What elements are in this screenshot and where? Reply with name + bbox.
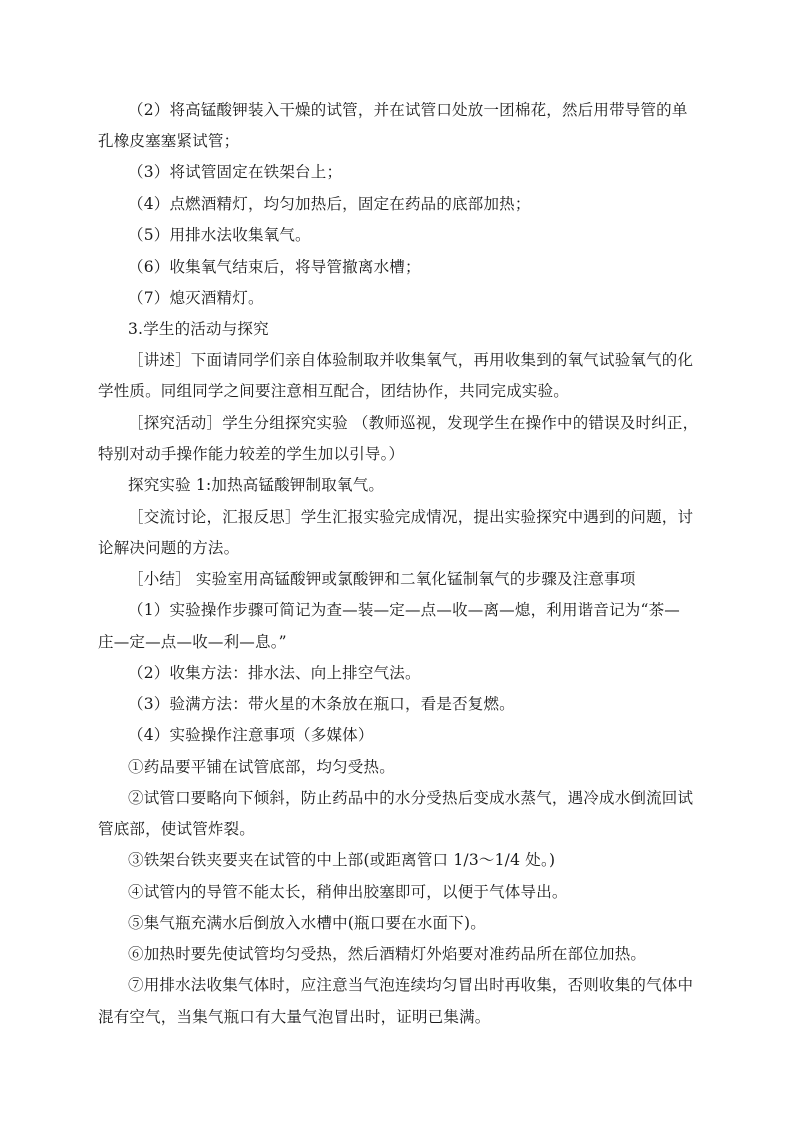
text-line: ［探究活动］学生分组探究实验 （教师巡视，发现学生在操作中的错误及时纠正， — [128, 414, 699, 432]
text-line: （3）验满方法：带火星的木条放在瓶口，看是否复燃。 — [128, 695, 515, 713]
text-line: 管底部，使试管炸裂。 — [98, 820, 256, 838]
text-line: ②试管口要略向下倾斜，防止药品中的水分受热后变成水蒸气，遇冷成水倒流回试 — [128, 789, 694, 807]
text-line: 学性质。同组同学之间要注意相互配合，团结协作，共同完成实验。 — [98, 382, 570, 400]
text-line: ［讲述］下面请同学们亲自体验制取并收集氧气，再用收集到的氧气试验氧气的化 — [128, 351, 694, 369]
text-line: （7）熄灭酒精灯。 — [128, 289, 264, 307]
text-line: （5）用排水法收集氧气。 — [128, 226, 311, 244]
text-line: ⑤集气瓶充满水后倒放入水槽中(瓶口要在水面下)。 — [128, 914, 486, 932]
text-line: （1）实验操作步骤可简记为查—装—定—点—收—离—熄，利用谐音记为“茶— — [128, 601, 680, 619]
text-line: ［小结］ 实验室用高锰酸钾或氯酸钾和二氧化锰制氧气的步骤及注意事项 — [128, 570, 636, 588]
text-line: 混有空气，当集气瓶口有大量气泡冒出时，证明已集满。 — [98, 1008, 491, 1026]
text-line: 探究实验 1:加热高锰酸钾制取氧气。 — [128, 476, 385, 494]
text-line: ④试管内的导管不能太长，稍伸出胶塞即可，以便于气体导出。 — [128, 883, 568, 901]
text-line: 孔橡皮塞塞紧试管； — [98, 132, 240, 150]
text-line: 特别对动手操作能力较差的学生加以引导。） — [98, 445, 405, 463]
text-line: 论解决问题的方法。 — [98, 539, 240, 557]
text-line: （2）收集方法：排水法、向上排空气法。 — [128, 664, 421, 682]
text-line: ⑦用排水法收集气体时，应注意当气泡连续均匀冒出时再收集，否则收集的气体中 — [128, 976, 694, 994]
section-heading: 3.学生的活动与探究 — [128, 320, 269, 338]
text-line: ①药品要平铺在试管底部，均匀受热。 — [128, 758, 395, 776]
text-line: （4）实验操作注意事项（多媒体） — [128, 726, 374, 744]
text-line: 庄—定—点—收—利—息。” — [98, 633, 287, 651]
text-line: ③铁架台铁夹要夹在试管的中上部(或距离管口 1/3～1/4 处。) — [128, 851, 556, 869]
text-line: （6）收集氧气结束后，将导管撤离水槽； — [128, 258, 421, 276]
text-line: （2）将高锰酸钾装入干燥的试管，并在试管口处放一团棉花，然后用带导管的单 — [128, 101, 688, 119]
text-line: ［交流讨论，汇报反思］学生汇报实验完成情况，提出实验探究中遇到的问题，讨 — [128, 508, 694, 526]
text-line: （4）点燃酒精灯，均匀加热后，固定在药品的底部加热； — [128, 195, 531, 213]
text-line: ⑥加热时要先使试管均匀受热，然后酒精灯外焰要对准药品所在部位加热。 — [128, 945, 647, 963]
text-line: （3）将试管固定在铁架台上； — [128, 163, 343, 181]
